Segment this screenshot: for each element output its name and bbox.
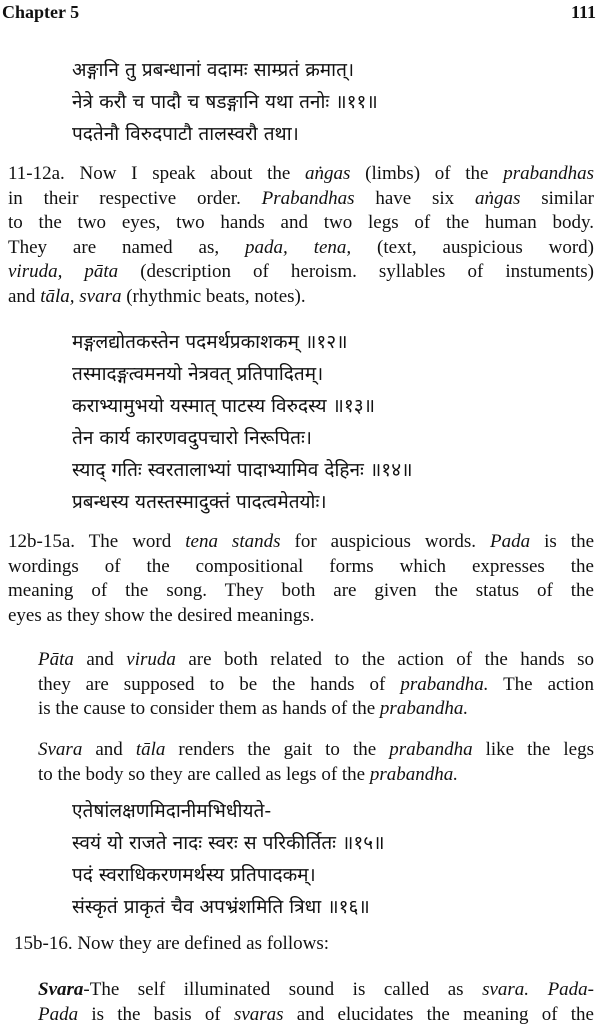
commentary-pata-viruda: Pāta and viruda are both related to the action of the hands so they are supposed to be the hands of prabandha. The action is the cause to consider them as hands of the prabandha. xyxy=(38,649,594,719)
verse-line: नेत्रे करौ च पादौ च षडङ्गानि यथा तनोः ॥११॥ xyxy=(72,91,378,113)
verse-line: अङ्गानि तु प्रबन्धानां वदामः साम्प्रतं क्रमात्। xyxy=(72,59,355,81)
verse-block-2 xyxy=(72,326,592,518)
verse-line: प्रबन्धस्य यतस्तस्मादुक्तं पादत्वमेतयोः। xyxy=(72,491,327,513)
verse-block-3 xyxy=(72,795,592,923)
verse-number: 11-12a. xyxy=(8,163,65,184)
chapter-title: Chapter 5 xyxy=(2,2,80,22)
commentary-12b-15a: 12b-15a. The word tena stands for auspicious words. Pada is the wordings of the compositional forms which expresses the meaning of the song. They both are given the status of the eyes as they show the desired meanings. xyxy=(8,531,595,626)
commentary-definitions: Svara-The self illuminated sound is called as svara. Pada- Pada is the basis of svaras and elucidates the meaning of the xyxy=(38,979,595,1025)
verse-line: मङ्गलद्योतकस्तेन पदमर्थप्रकाशकम् ॥१२॥ xyxy=(72,331,348,353)
verse-block-1 xyxy=(72,54,592,150)
verse-line: एतेषांलक्षणमिदानीमभिधीयते- xyxy=(72,800,272,822)
commentary-11-12a: 11-12a. Now I speak about the aṅgas (limbs) of the prabandhas in their respective order. Prabandhas have six aṅgas similar to the two eyes, two hands and two legs of the human body. They are named as, pada, tena, (text, auspicious word) viruda, pāta (description of heroism. syllables of instuments) and tāla, svara (rhythmic beats, notes). xyxy=(8,163,594,307)
verse-line: तस्मादङ्गत्वमनयो नेत्रवत् प्रतिपादितम्। xyxy=(72,363,324,385)
verse-line: संस्कृतं प्राकृतं चैव अपभ्रंशमिति त्रिधा ॥१६॥ xyxy=(72,896,370,918)
verse-line: तेन कार्य कारणवदुपचारो निरूपितः। xyxy=(72,427,312,449)
commentary-15b-16: 15b-16. Now they are defined as follows: xyxy=(14,933,330,954)
commentary-svara-tala: Svara and tāla renders the gait to the prabandha like the legs to the body so they are called as legs of the prabandha. xyxy=(38,739,594,785)
verse-line: पदं स्वराधिकरणमर्थस्य प्रतिपादकम्। xyxy=(72,864,316,886)
page-header xyxy=(0,2,600,26)
page-number: 111 xyxy=(570,2,596,22)
verse-line: पदतेनौ विरुदपाटौ तालस्वरौ तथा। xyxy=(72,123,299,145)
verse-line: कराभ्यामुभयो यस्मात् पाटस्य विरुदस्य ॥१३॥ xyxy=(72,395,376,417)
verse-number: 12b-15a. xyxy=(8,531,76,552)
verse-line: स्याद् गतिः स्वरतालाभ्यां पादाभ्यामिव देहिनः ॥१४॥ xyxy=(72,459,413,481)
verse-line: स्वयं यो राजते नादः स्वरः स परिकीर्तितः ॥१५॥ xyxy=(72,832,385,854)
verse-number: 15b-16. xyxy=(14,933,73,954)
